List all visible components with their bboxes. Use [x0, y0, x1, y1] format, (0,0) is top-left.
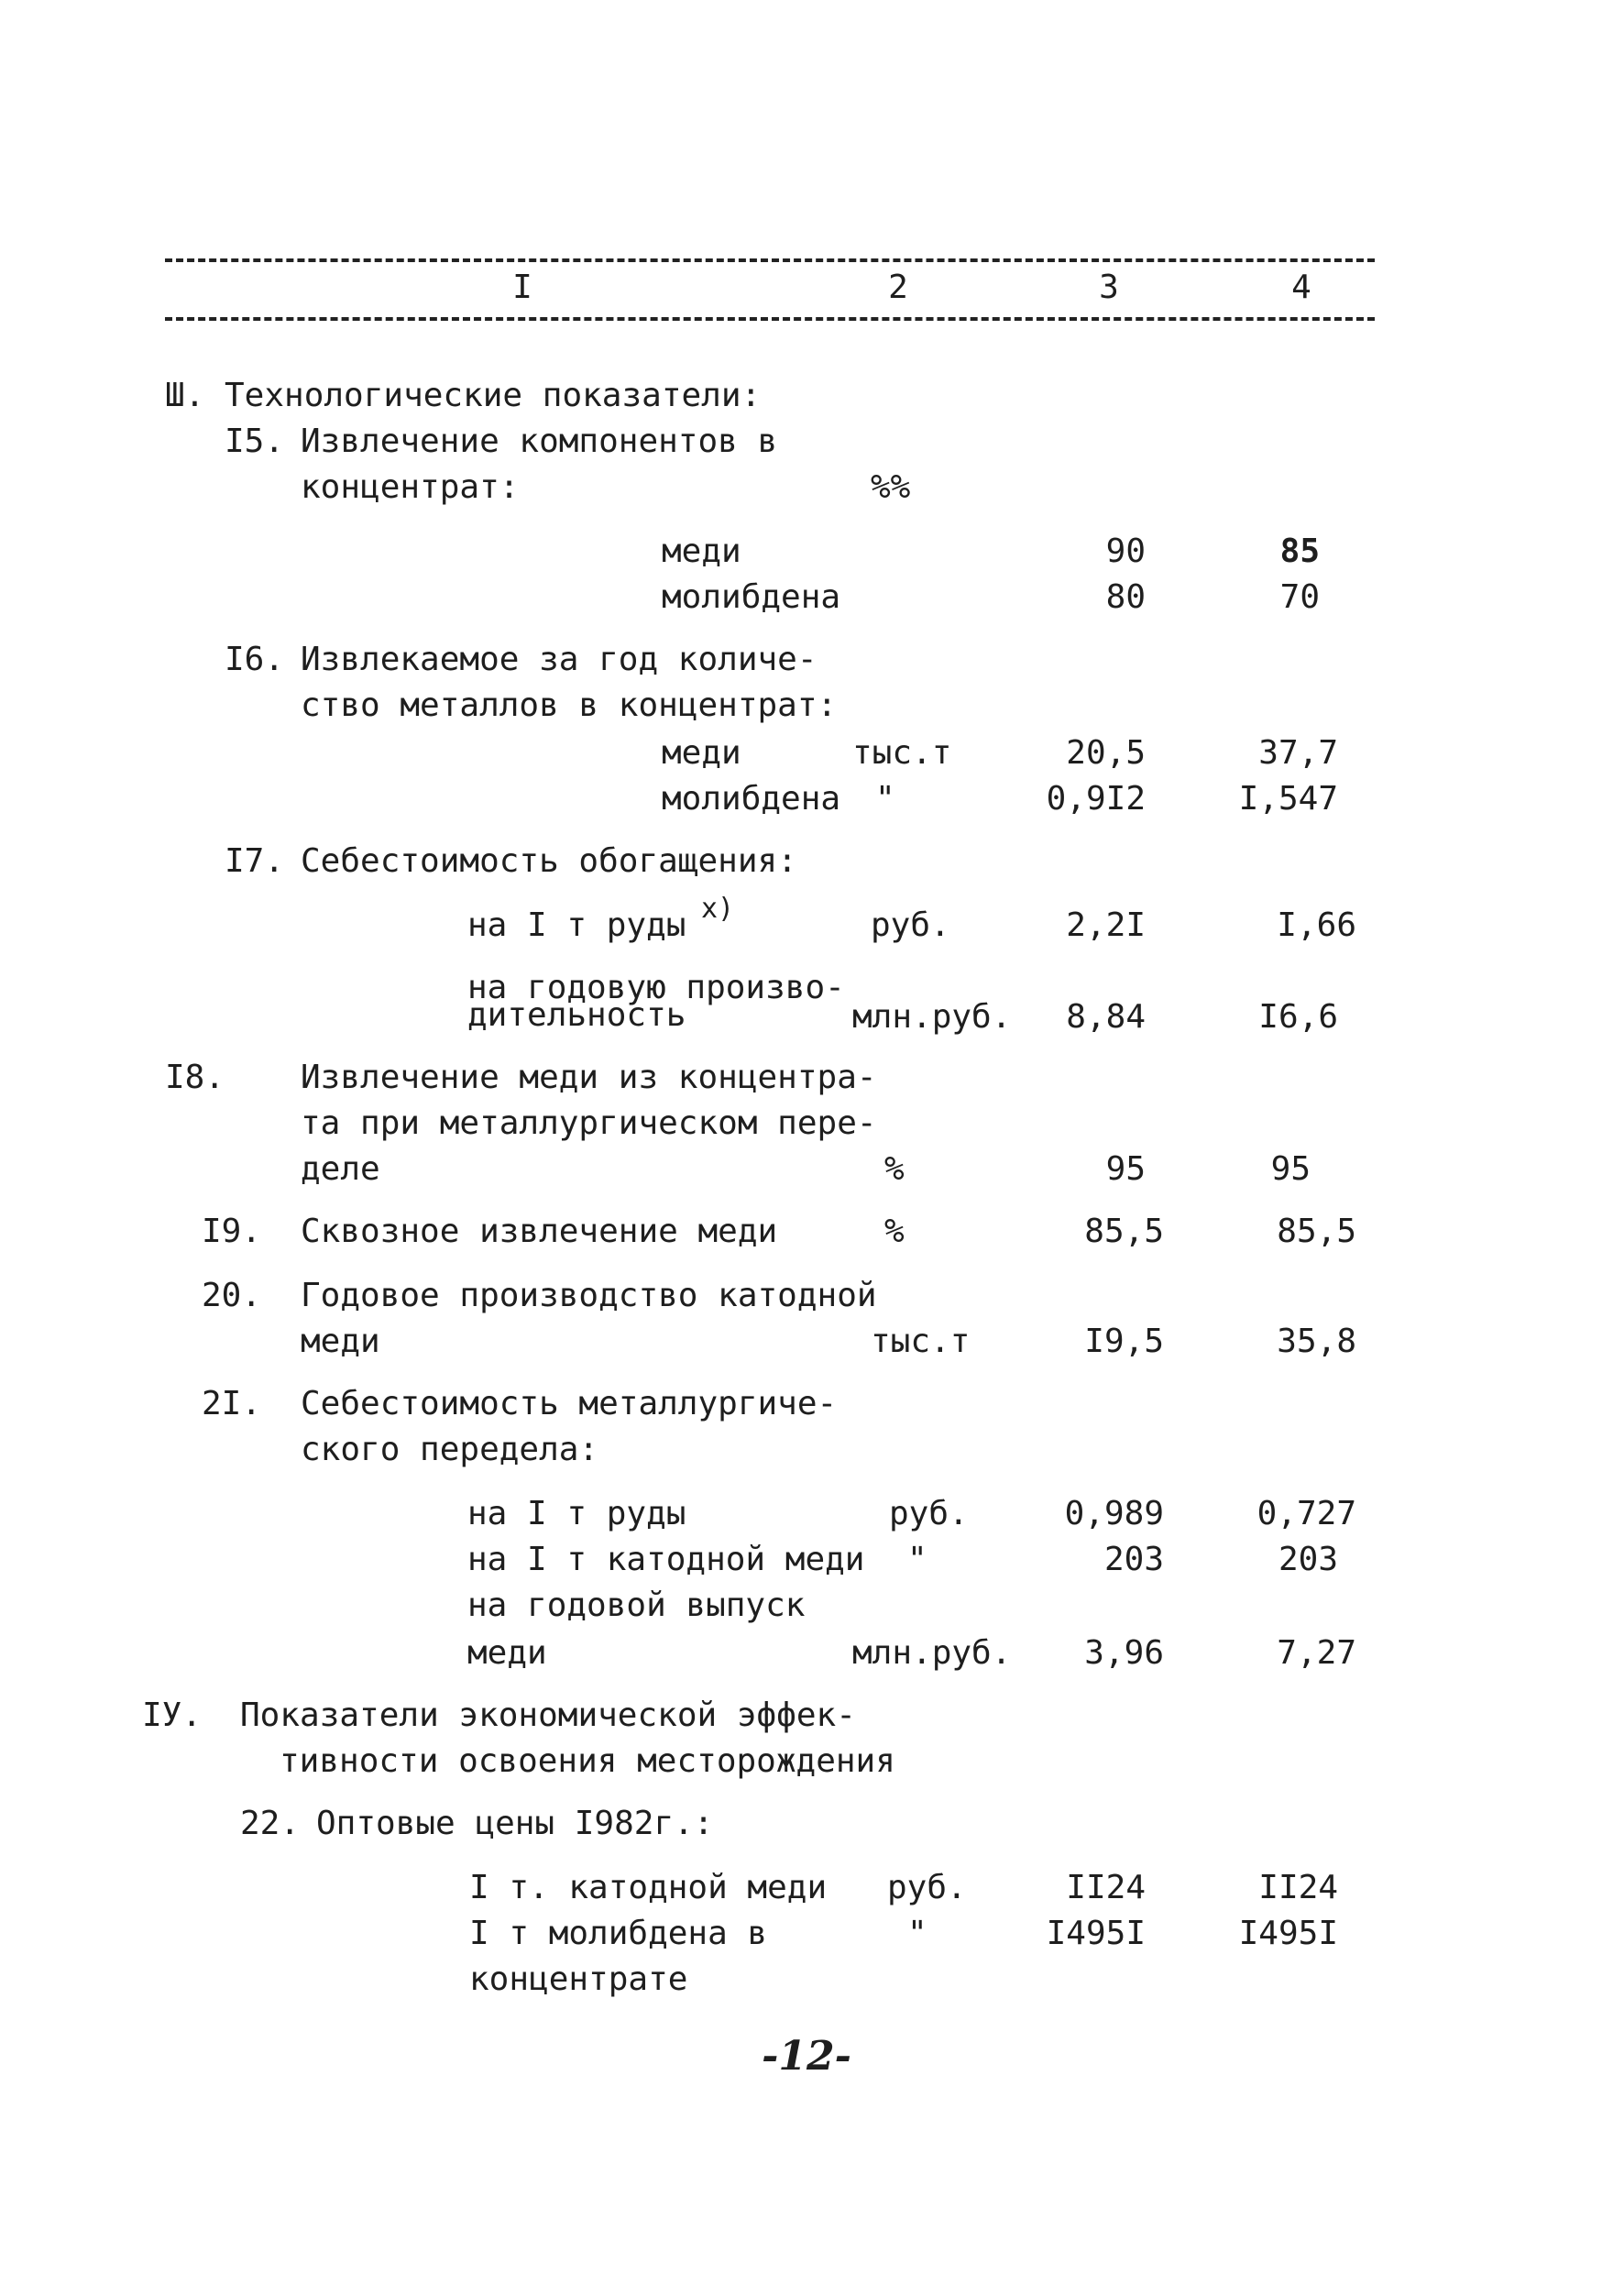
- item15-unit: %%: [871, 468, 911, 506]
- item19-unit: %: [884, 1213, 905, 1250]
- item21-row1-unit: руб.: [889, 1495, 969, 1532]
- item15-line1: Извлечение компонентов в: [301, 423, 778, 460]
- item19-col4: 85,5: [1277, 1213, 1356, 1250]
- item22-row2-col4: I495I: [1238, 1915, 1338, 1952]
- item16-row2-col4: I,547: [1238, 780, 1338, 818]
- item22-row1-col3: II24: [1066, 1869, 1146, 1906]
- section4-line1: Показатели экономической эффек-: [240, 1697, 856, 1734]
- item17-row1-col4: I,66: [1277, 906, 1356, 944]
- item15-number: I5.: [225, 423, 285, 460]
- item15-row1-col3: 90: [1105, 533, 1146, 570]
- item17-row1-footnote: х): [701, 893, 735, 925]
- item19-col3: 85,5: [1084, 1213, 1164, 1250]
- item21-row3-line1: на годовой выпуск: [467, 1587, 806, 1624]
- item20-number: 20.: [202, 1277, 262, 1314]
- item17-row2-line2: дительность: [467, 996, 686, 1034]
- item21-row2-label: на I т катодной меди: [467, 1541, 865, 1578]
- item17-row2-unit: млн.руб.: [852, 998, 1012, 1036]
- item16-row1-unit: тыс.т: [852, 734, 952, 772]
- item22-row1-unit: руб.: [887, 1869, 967, 1906]
- item16-row1-col4: 37,7: [1258, 734, 1338, 772]
- section3-number: Ш.: [165, 377, 205, 414]
- item18-unit: %: [884, 1150, 905, 1188]
- item20-line2: меди: [301, 1323, 380, 1360]
- item16-number: I6.: [225, 641, 285, 678]
- item17-number: I7.: [225, 842, 285, 880]
- item22-number: 22.: [240, 1805, 301, 1842]
- header-col-2: 2: [888, 269, 908, 306]
- item16-line2: ство металлов в концентрат:: [301, 686, 838, 724]
- item21-row3-col3: 3,96: [1084, 1634, 1164, 1672]
- item18-col4: 95: [1270, 1150, 1311, 1188]
- item21-row3-col4: 7,27: [1277, 1634, 1356, 1672]
- item22-row2-line1: I т молибдена в: [469, 1915, 768, 1952]
- section3-title: Технологические показатели:: [225, 377, 762, 414]
- header-col-4: 4: [1291, 269, 1311, 306]
- item19-text: Сквозное извлечение меди: [301, 1213, 778, 1250]
- item21-line2: ского передела:: [301, 1431, 599, 1468]
- item15-row2-label: молибдена: [662, 578, 841, 616]
- item15-row2-col4: 70: [1279, 578, 1320, 616]
- item21-row3-line2: меди: [467, 1634, 547, 1672]
- item16-row2-label: молибдена: [662, 780, 841, 818]
- header-bottom-dashes: [165, 317, 1375, 321]
- item17-row1-label: на I т руды: [467, 906, 686, 944]
- item21-row2-col3: 203: [1103, 1541, 1164, 1578]
- item21-row1-col3: 0,989: [1064, 1495, 1164, 1532]
- item15-line2: концентрат:: [301, 468, 520, 506]
- item20-col4: 35,8: [1277, 1323, 1356, 1360]
- item16-row1-col3: 20,5: [1066, 734, 1146, 772]
- item21-row2-col4: 203: [1278, 1541, 1338, 1578]
- page-number: -12-: [762, 2033, 851, 2080]
- item16-line1: Извлекаемое за год количе-: [301, 641, 817, 678]
- item15-row1-col4: 85: [1279, 533, 1320, 570]
- item22-row2-line2: концентрате: [469, 1960, 688, 1998]
- item22-title: Оптовые цены I982г.:: [316, 1805, 714, 1842]
- item22-row1-col4: II24: [1258, 1869, 1338, 1906]
- section4-number: IУ.: [142, 1697, 203, 1734]
- item18-col3: 95: [1105, 1150, 1146, 1188]
- item16-row1-label: меди: [662, 734, 741, 772]
- item17-row1-col3: 2,2I: [1066, 906, 1146, 944]
- item16-row2-unit: ": [875, 780, 895, 818]
- item15-row1-label: меди: [662, 533, 741, 570]
- item21-number: 2I.: [202, 1385, 262, 1422]
- item21-row3-unit: млн.руб.: [852, 1634, 1012, 1672]
- item21-row1-col4: 0,727: [1256, 1495, 1356, 1532]
- item20-unit: тыс.т: [871, 1323, 971, 1360]
- item16-row2-col3: 0,9I2: [1046, 780, 1146, 818]
- item18-number: I8.: [165, 1059, 225, 1096]
- item18-line1: Извлечение меди из концентра-: [301, 1059, 877, 1096]
- item17-row2-col4: I6,6: [1258, 998, 1338, 1036]
- item18-line3: деле: [301, 1150, 380, 1188]
- section4-line2: тивности освоения месторождения: [280, 1742, 895, 1780]
- item18-line2: та при металлургическом пере-: [301, 1104, 877, 1142]
- item19-number: I9.: [202, 1213, 262, 1250]
- header-top-dashes: [165, 258, 1375, 262]
- header-col-3: 3: [1099, 269, 1119, 306]
- item22-row2-col3: I495I: [1046, 1915, 1146, 1952]
- item17-title: Себестоимость обогащения:: [301, 842, 797, 880]
- item17-row1-unit: руб.: [871, 906, 950, 944]
- item17-row2-line1: на годовую произво-: [467, 969, 845, 1006]
- item15-row2-col3: 80: [1105, 578, 1146, 616]
- item22-row1-label: I т. катодной меди: [469, 1869, 828, 1906]
- header-col-1: I: [512, 269, 532, 306]
- item21-row1-label: на I т руды: [467, 1495, 686, 1532]
- item20-line1: Годовое производство катодной: [301, 1277, 877, 1314]
- item20-col3: I9,5: [1084, 1323, 1164, 1360]
- item21-row2-unit: ": [907, 1541, 927, 1578]
- item17-row2-col3: 8,84: [1066, 998, 1146, 1036]
- item22-row2-unit: ": [907, 1915, 927, 1952]
- item21-line1: Себестоимость металлургиче-: [301, 1385, 838, 1422]
